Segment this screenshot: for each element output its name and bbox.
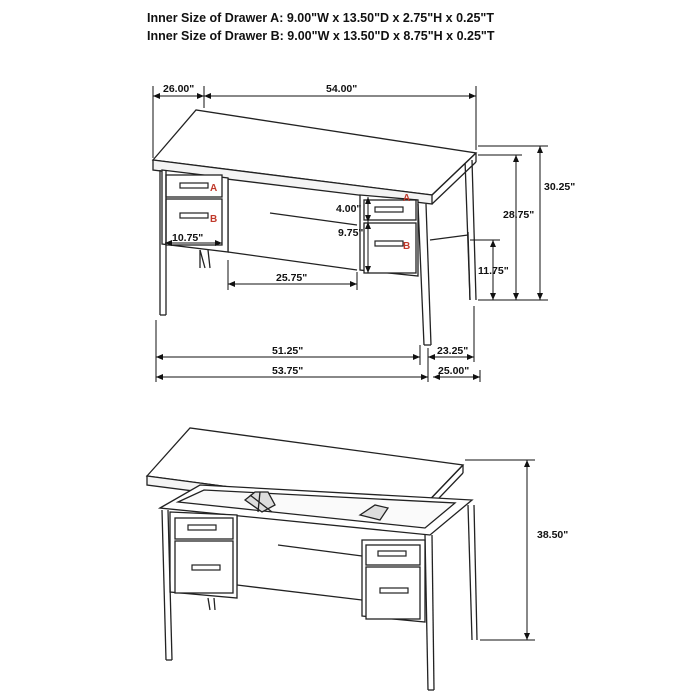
dim-width-top: 54.00" (326, 83, 358, 95)
drawer-a-label-right: A (403, 193, 411, 204)
dim-overall-depth: 25.00" (438, 365, 470, 377)
dim-leg-span-depth: 23.25" (437, 345, 469, 357)
desk-closed (153, 110, 476, 345)
dim-leg-span-width: 51.25" (272, 345, 304, 357)
drawer-a-spec: Inner Size of Drawer A: 9.00"W x 13.50"D x 2.75"H x 0.25"T (147, 11, 494, 25)
dim-knee-width: 25.75" (276, 272, 308, 284)
drawer-b-label-right: B (403, 241, 411, 252)
dim-depth-top: 26.00" (163, 83, 195, 95)
drawer-a-label-left: A (210, 183, 218, 194)
dim-drawer-b-height: 9.75" (338, 227, 364, 239)
drawer-b-spec: Inner Size of Drawer B: 9.00"W x 13.50"D x 8.75"H x 0.25"T (147, 29, 495, 43)
dim-drawer-a-height: 4.00" (336, 203, 362, 215)
desk-lift-top (147, 428, 477, 690)
dim-desk-height: 28.75" (503, 209, 535, 221)
dim-total-height: 30.25" (544, 181, 576, 193)
dim-knee-height: 11.75" (478, 265, 509, 277)
dim-pedestal-width: 10.75" (172, 232, 204, 244)
drawer-b-label-left: B (210, 214, 218, 225)
dim-overall-width: 53.75" (272, 365, 304, 377)
dim-lifted-height: 38.50" (537, 529, 569, 541)
